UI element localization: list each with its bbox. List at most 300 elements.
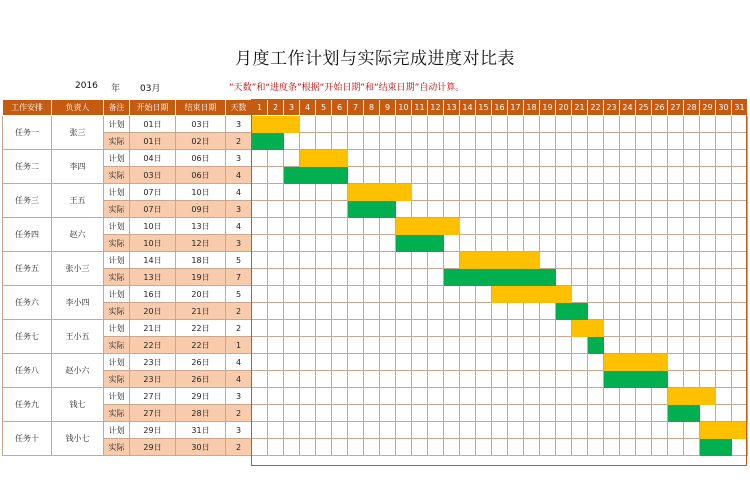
day-cell (604, 184, 620, 201)
plan-progress-bar (556, 286, 572, 303)
day-cell (300, 320, 316, 337)
day-cell (316, 388, 332, 405)
year-cell[interactable]: 2016 (75, 81, 98, 91)
day-cell (348, 269, 364, 286)
header-day: 8 (364, 100, 380, 116)
day-cell (732, 235, 748, 252)
plan-progress-bar (668, 388, 684, 405)
day-cell (396, 388, 412, 405)
owner-name[interactable]: 张三 (52, 116, 104, 150)
end-date-cell[interactable]: 19日 (176, 269, 226, 286)
header-day: 17 (508, 100, 524, 116)
day-cell (652, 303, 668, 320)
row-kind: 计划 (104, 354, 130, 371)
day-cell (348, 405, 364, 422)
day-cell (428, 201, 444, 218)
day-cell (492, 388, 508, 405)
header-day: 15 (476, 100, 492, 116)
day-cell (492, 354, 508, 371)
day-cell (732, 167, 748, 184)
day-cell (284, 371, 300, 388)
day-cell (460, 320, 476, 337)
header-day: 5 (316, 100, 332, 116)
day-cell (348, 303, 364, 320)
day-cell (428, 167, 444, 184)
day-cell (620, 337, 636, 354)
day-cell (380, 439, 396, 456)
owner-name[interactable]: 钱小七 (52, 422, 104, 456)
start-date-cell[interactable]: 23日 (130, 371, 176, 388)
day-cell (556, 167, 572, 184)
day-cell (572, 184, 588, 201)
header-day: 28 (684, 100, 700, 116)
day-cell (268, 371, 284, 388)
day-cell (620, 167, 636, 184)
day-cell (540, 218, 556, 235)
days-cell: 4 (226, 184, 252, 201)
day-cell (668, 354, 684, 371)
day-cell (348, 320, 364, 337)
day-cell (572, 116, 588, 133)
day-cell (732, 286, 748, 303)
day-cell (396, 320, 412, 337)
day-cell (252, 422, 268, 439)
day-cell (444, 286, 460, 303)
day-cell (700, 116, 716, 133)
day-cell (652, 269, 668, 286)
day-cell (492, 439, 508, 456)
end-date-cell[interactable]: 26日 (176, 371, 226, 388)
end-date-cell[interactable]: 22日 (176, 320, 226, 337)
table-row (3, 150, 748, 167)
actual-progress-bar (444, 269, 460, 286)
end-date-cell[interactable]: 30日 (176, 439, 226, 456)
day-cell (252, 388, 268, 405)
day-cell (652, 405, 668, 422)
day-cell (268, 286, 284, 303)
actual-progress-bar (316, 167, 332, 184)
table-row (3, 218, 748, 235)
day-cell (412, 201, 428, 218)
day-cell (652, 218, 668, 235)
day-cell (684, 235, 700, 252)
plan-progress-bar (508, 252, 524, 269)
day-cell (428, 184, 444, 201)
day-cell (300, 405, 316, 422)
table-row (3, 405, 748, 422)
day-cell (668, 252, 684, 269)
start-date-cell[interactable]: 07日 (130, 201, 176, 218)
day-cell (524, 388, 540, 405)
days-cell: 5 (226, 286, 252, 303)
day-cell (284, 354, 300, 371)
actual-progress-bar (684, 405, 700, 422)
day-cell (540, 252, 556, 269)
start-date-cell[interactable]: 20日 (130, 303, 176, 320)
plan-progress-bar (284, 116, 300, 133)
day-cell (732, 201, 748, 218)
day-cell (268, 337, 284, 354)
day-cell (572, 133, 588, 150)
day-cell (284, 405, 300, 422)
day-cell (316, 269, 332, 286)
owner-name[interactable]: 李小四 (52, 286, 104, 320)
day-cell (460, 167, 476, 184)
day-cell (460, 286, 476, 303)
day-cell (652, 201, 668, 218)
day-cell (300, 218, 316, 235)
day-cell (684, 337, 700, 354)
day-cell (332, 252, 348, 269)
day-cell (332, 269, 348, 286)
table-row (3, 439, 748, 456)
end-date-cell[interactable]: 28日 (176, 405, 226, 422)
end-date-cell[interactable]: 12日 (176, 235, 226, 252)
header-days: 天数 (226, 100, 252, 116)
task-name[interactable]: 任务八 (3, 354, 52, 388)
end-date-cell[interactable]: 26日 (176, 354, 226, 371)
day-cell (444, 354, 460, 371)
task-name[interactable]: 任务十 (3, 422, 52, 456)
end-date-cell[interactable]: 18日 (176, 252, 226, 269)
day-cell (716, 405, 732, 422)
actual-progress-bar (412, 235, 428, 252)
day-cell (684, 371, 700, 388)
day-cell (300, 303, 316, 320)
header-day: 3 (284, 100, 300, 116)
header-day: 10 (396, 100, 412, 116)
end-date-cell[interactable]: 22日 (176, 337, 226, 354)
actual-progress-bar (716, 439, 732, 456)
day-cell (620, 388, 636, 405)
day-cell (604, 286, 620, 303)
day-cell (268, 388, 284, 405)
day-cell (668, 269, 684, 286)
day-cell (732, 303, 748, 320)
header-day: 11 (412, 100, 428, 116)
day-cell (316, 252, 332, 269)
day-cell (716, 150, 732, 167)
day-cell (668, 439, 684, 456)
day-cell (620, 218, 636, 235)
owner-name[interactable]: 王小五 (52, 320, 104, 354)
start-date-cell[interactable]: 29日 (130, 439, 176, 456)
day-cell (524, 405, 540, 422)
day-cell (476, 422, 492, 439)
day-cell (460, 422, 476, 439)
day-cell (492, 405, 508, 422)
day-cell (396, 252, 412, 269)
plan-progress-bar (396, 184, 412, 201)
day-cell (716, 269, 732, 286)
days-cell: 5 (226, 252, 252, 269)
owner-name[interactable]: 张小三 (52, 252, 104, 286)
day-cell (716, 252, 732, 269)
day-cell (268, 422, 284, 439)
day-cell (444, 201, 460, 218)
plan-progress-bar (588, 320, 604, 337)
day-cell (476, 371, 492, 388)
day-cell (476, 337, 492, 354)
actual-progress-bar (284, 167, 300, 184)
day-cell (396, 133, 412, 150)
start-date-cell[interactable]: 13日 (130, 269, 176, 286)
month-cell[interactable]: 03月 (140, 84, 161, 94)
day-cell (540, 371, 556, 388)
day-cell (588, 252, 604, 269)
day-cell (252, 235, 268, 252)
end-date-cell[interactable]: 21日 (176, 303, 226, 320)
header-day: 1 (252, 100, 268, 116)
end-date-cell[interactable]: 31日 (176, 422, 226, 439)
start-date-cell[interactable]: 07日 (130, 184, 176, 201)
day-cell (588, 167, 604, 184)
day-cell (556, 133, 572, 150)
day-cell (636, 252, 652, 269)
day-cell (412, 388, 428, 405)
day-cell (588, 150, 604, 167)
day-cell (700, 320, 716, 337)
day-cell (428, 133, 444, 150)
day-cell (476, 201, 492, 218)
day-cell (348, 218, 364, 235)
start-date-cell[interactable]: 01日 (130, 133, 176, 150)
day-cell (556, 269, 572, 286)
end-date-cell[interactable]: 02日 (176, 133, 226, 150)
end-date-cell[interactable]: 10日 (176, 184, 226, 201)
day-cell (300, 286, 316, 303)
start-date-cell[interactable]: 01日 (130, 116, 176, 133)
day-cell (316, 201, 332, 218)
actual-progress-bar (556, 303, 572, 320)
day-cell (492, 184, 508, 201)
owner-name[interactable]: 钱七 (52, 388, 104, 422)
day-cell (700, 133, 716, 150)
day-cell (316, 422, 332, 439)
header-day: 6 (332, 100, 348, 116)
day-cell (620, 422, 636, 439)
task-name[interactable]: 任务五 (3, 252, 52, 286)
day-cell (636, 320, 652, 337)
start-date-cell[interactable]: 04日 (130, 150, 176, 167)
day-cell (540, 303, 556, 320)
day-cell (412, 422, 428, 439)
day-cell (332, 405, 348, 422)
task-name[interactable]: 任务二 (3, 150, 52, 184)
day-cell (700, 405, 716, 422)
day-cell (460, 184, 476, 201)
plan-progress-bar (492, 286, 508, 303)
day-cell (428, 371, 444, 388)
row-kind: 计划 (104, 116, 130, 133)
day-cell (716, 286, 732, 303)
day-cell (540, 150, 556, 167)
day-cell (588, 388, 604, 405)
day-cell (652, 439, 668, 456)
day-cell (636, 167, 652, 184)
plan-progress-bar (604, 354, 620, 371)
day-cell (588, 116, 604, 133)
day-cell (348, 167, 364, 184)
day-cell (524, 337, 540, 354)
end-date-cell[interactable]: 29日 (176, 388, 226, 405)
start-date-cell[interactable]: 14日 (130, 252, 176, 269)
day-cell (364, 116, 380, 133)
day-cell (636, 337, 652, 354)
day-cell (572, 201, 588, 218)
row-kind: 计划 (104, 422, 130, 439)
owner-name[interactable]: 李四 (52, 150, 104, 184)
day-cell (508, 218, 524, 235)
task-name[interactable]: 任务一 (3, 116, 52, 150)
day-cell (508, 439, 524, 456)
start-date-cell[interactable]: 16日 (130, 286, 176, 303)
plan-progress-bar (396, 218, 412, 235)
day-cell (396, 269, 412, 286)
period-line (0, 81, 230, 95)
row-kind: 计划 (104, 218, 130, 235)
day-cell (588, 422, 604, 439)
day-cell (364, 167, 380, 184)
day-cell (604, 303, 620, 320)
day-cell (540, 405, 556, 422)
day-cell (348, 439, 364, 456)
end-date-cell[interactable]: 13日 (176, 218, 226, 235)
day-cell (732, 354, 748, 371)
day-cell (508, 150, 524, 167)
day-cell (508, 133, 524, 150)
day-cell (572, 218, 588, 235)
day-cell (332, 303, 348, 320)
day-cell (268, 439, 284, 456)
day-cell (732, 252, 748, 269)
header-end-date: 结束日期 (176, 100, 226, 116)
day-cell (652, 252, 668, 269)
table-row (3, 235, 748, 252)
header-day: 16 (492, 100, 508, 116)
end-date-cell[interactable]: 03日 (176, 116, 226, 133)
day-cell (668, 201, 684, 218)
day-cell (556, 150, 572, 167)
end-date-cell[interactable]: 06日 (176, 150, 226, 167)
day-cell (524, 320, 540, 337)
start-date-cell[interactable]: 23日 (130, 354, 176, 371)
task-name[interactable]: 任务七 (3, 320, 52, 354)
header-start-date: 开始日期 (130, 100, 176, 116)
start-date-cell[interactable]: 27日 (130, 405, 176, 422)
task-name[interactable]: 任务九 (3, 388, 52, 422)
table-row (3, 269, 748, 286)
day-cell (668, 337, 684, 354)
day-cell (284, 201, 300, 218)
day-cell (332, 133, 348, 150)
day-cell (556, 184, 572, 201)
day-cell (620, 439, 636, 456)
day-cell (620, 252, 636, 269)
owner-name[interactable]: 赵六 (52, 218, 104, 252)
start-date-cell[interactable]: 22日 (130, 337, 176, 354)
day-cell (572, 439, 588, 456)
start-date-cell[interactable]: 10日 (130, 235, 176, 252)
end-date-cell[interactable]: 06日 (176, 167, 226, 184)
day-cell (684, 303, 700, 320)
day-cell (460, 150, 476, 167)
day-cell (732, 320, 748, 337)
days-cell: 2 (226, 133, 252, 150)
day-cell (284, 150, 300, 167)
actual-progress-bar (252, 133, 268, 150)
day-cell (636, 388, 652, 405)
day-cell (284, 286, 300, 303)
table-row (3, 286, 748, 303)
start-date-cell[interactable]: 10日 (130, 218, 176, 235)
day-cell (348, 235, 364, 252)
start-date-cell[interactable]: 29日 (130, 422, 176, 439)
owner-name[interactable]: 王五 (52, 184, 104, 218)
day-cell (540, 133, 556, 150)
plan-progress-bar (428, 218, 444, 235)
plan-progress-bar (348, 184, 364, 201)
header-day: 9 (380, 100, 396, 116)
day-cell (604, 116, 620, 133)
task-name[interactable]: 任务六 (3, 286, 52, 320)
day-cell (380, 235, 396, 252)
day-cell (652, 150, 668, 167)
header-day: 26 (652, 100, 668, 116)
day-cell (444, 405, 460, 422)
day-cell (444, 252, 460, 269)
day-cell (572, 167, 588, 184)
day-cell (572, 269, 588, 286)
start-date-cell[interactable]: 03日 (130, 167, 176, 184)
end-date-cell[interactable]: 09日 (176, 201, 226, 218)
day-cell (332, 184, 348, 201)
task-name[interactable]: 任务三 (3, 184, 52, 218)
start-date-cell[interactable]: 27日 (130, 388, 176, 405)
day-cell (444, 371, 460, 388)
day-cell (380, 252, 396, 269)
header-day: 22 (588, 100, 604, 116)
page-title: 月度工作计划与实际完成进度对比表 (235, 49, 515, 69)
owner-name[interactable]: 赵小六 (52, 354, 104, 388)
day-cell (604, 133, 620, 150)
row-kind: 实际 (104, 167, 130, 184)
day-cell (524, 150, 540, 167)
table-row (3, 337, 748, 354)
table-row (3, 252, 748, 269)
header-owner: 负责人 (52, 100, 104, 116)
day-cell (524, 303, 540, 320)
actual-progress-bar (700, 439, 716, 456)
day-cell (572, 405, 588, 422)
day-cell (652, 116, 668, 133)
end-date-cell[interactable]: 20日 (176, 286, 226, 303)
task-name[interactable]: 任务四 (3, 218, 52, 252)
day-cell (476, 439, 492, 456)
day-cell (700, 150, 716, 167)
actual-progress-bar (428, 235, 444, 252)
start-date-cell[interactable]: 21日 (130, 320, 176, 337)
actual-progress-bar (572, 303, 588, 320)
actual-progress-bar (636, 371, 652, 388)
day-cell (332, 235, 348, 252)
actual-progress-bar (668, 405, 684, 422)
day-cell (444, 422, 460, 439)
row-kind: 实际 (104, 405, 130, 422)
day-cell (444, 167, 460, 184)
day-cell (396, 354, 412, 371)
day-cell (428, 150, 444, 167)
